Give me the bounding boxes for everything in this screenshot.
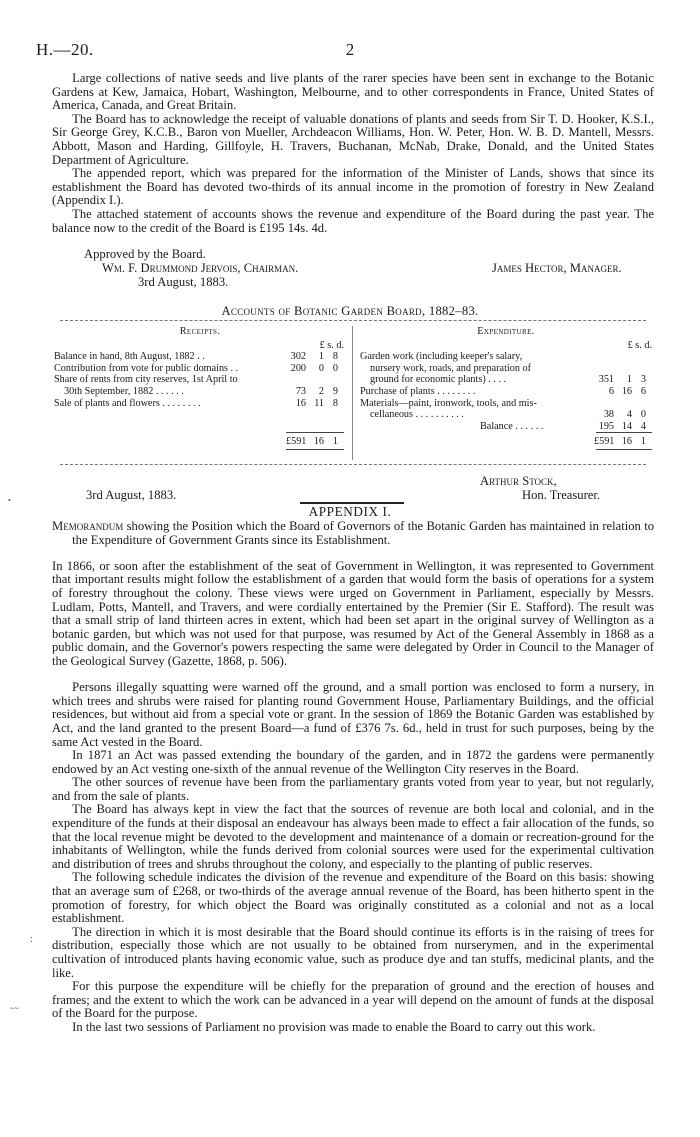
currency-header: £ s. d. — [627, 339, 652, 351]
receipts-pence: 8 — [332, 397, 338, 409]
expenditure-description: ground for economic plants) . . . . — [370, 374, 507, 386]
receipts-total-shillings: 16 — [313, 436, 324, 447]
appendix-paragraph: The following schedule indicates the division of the revenue and expenditure of the Board on this basis: showing that an average sum of £268, or two-thirds of the average annual revenue of the Board, has been hitherto spent in the promotion of forestry, for which object the Board was originally constituted as a colonial and not as a local establishment. — [52, 870, 654, 926]
expenditure-pence: 4 — [640, 420, 646, 432]
expenditure-shillings: 16 — [621, 385, 632, 397]
appendix-paragraph: In the last two sessions of Parliament no provision was made to enable the Board to carry out this work. — [72, 1019, 596, 1034]
memorandum-text: showing the Position which the Board of Governors of the Botanic Garden has maintained in relation to the Expenditure of Government Grants since its Establishment. — [72, 519, 655, 547]
receipts-shillings: 0 — [318, 362, 324, 374]
receipts-row — [54, 374, 346, 386]
accounts-table — [54, 326, 652, 460]
receipts-pence: 0 — [332, 362, 338, 374]
margin-mark: ~~ — [10, 1004, 19, 1013]
expenditure-description: Balance . . . . . . — [480, 420, 544, 432]
accounts-date: 3rd August, 1883. — [86, 488, 177, 502]
accounts-bottom-rule — [60, 464, 646, 465]
expenditure-pence: 0 — [640, 409, 646, 421]
intro-section — [52, 72, 654, 235]
accounts-top-rule — [60, 320, 646, 321]
memorandum-heading — [52, 520, 654, 547]
appendix-paragraph: The Board has always kept in view the fact that the sources of revenue are both local and colonial, and in the expenditure of the funds at their disposal an endeavour has always been made to effect a fair allocation of the funds, so that the local revenue might be devoted to the development and maintenance of a domain or recreation-ground for the inhabitants of Wellington, while the funds derived from colonial sources were used for the experimental cultivation and distribution of trees and shrubs throughout the colony, and especially to the planting of public reserves. — [52, 802, 654, 871]
memorandum-lead: Memorandum — [52, 519, 124, 533]
receipts-column — [54, 326, 346, 447]
expenditure-total-pence: 1 — [640, 436, 646, 447]
expenditure-description: Garden work (including keeper's salary, — [360, 351, 523, 363]
receipts-pounds: 73 — [295, 385, 306, 397]
appendix-paragraph: Persons illegally squatting were warned off the ground, and a small portion was enclosed to form a nursery, in which trees and shrubs were raised for planting round Government House, Parliamentary Buildings, and the official residences, but without aid from a special vote or grant. In the session of 1869 the Botanic Garden was established by Act, and the land granted to the present Board—a fund of £376 7s. 6d., held in trust for such purposes, being by the same Act vested in the Board. — [52, 680, 654, 749]
receipts-sum-line — [286, 432, 344, 433]
receipts-shillings: 11 — [314, 397, 324, 409]
receipts-description: Share of rents from city reserves, 1st April to — [54, 374, 238, 386]
expenditure-total-shillings: 16 — [621, 436, 632, 447]
approval-line: Approved by the Board. — [84, 247, 206, 261]
chairman-signature: Wm. F. Drummond Jervois, Chairman. — [102, 261, 299, 275]
receipts-pence: 9 — [332, 385, 338, 397]
receipts-total-row — [54, 436, 346, 448]
column-divider — [352, 326, 353, 460]
appendix-paragraph: In 1866, or soon after the establishment of the seat of Government in Wellington, it was represented to Government that important results might follow the establishment of a garden that would form the basis of operations for a system of forestry throughout the colony. These views were urged on Government in Parliament, especially by Messrs. Ludlam, Potts, Mantell, and Travers, and were cordially entertained by the Premier (Sir E. Stafford). The result was that a small strip of land thirteen acres in extent, which had been set apart in the original survey of Wellington as a botanic garden, but which was not used for that purpose, was resumed by Act of the General Assembly in 1868 as a public domain, and the Governor's powers respecting the same were delegated by Order in Council to the Manager of the Geological Survey (Gazette, 1868, p. 506). — [52, 558, 654, 668]
intro-paragraph: Large collections of native seeds and live plants of the rarer species have been sent in exchange to the Botanic Gardens at Kew, Jamaica, Hobart, Washington, Melbourne, and to other correspondents in France, United States of America, Canada, and Great Britain. — [52, 71, 654, 113]
appendix-paragraph: For this purpose the expenditure will be chiefly for the preparation of ground and the erection of houses and frames; and the extent to which the work can be advanced in a year will depend on the amount of funds at the disposal of the Board for the purpose. — [52, 979, 654, 1021]
expenditure-heading: Expenditure. — [477, 326, 535, 337]
appendix-paragraph: In 1871 an Act was passed extending the boundary of the garden, and in 1872 the gardens were permanently endowed by an Act vesting one-sixth of the annual revenue of the Wellington City reserves in the Board. — [52, 748, 654, 776]
expenditure-shillings: 14 — [621, 420, 632, 432]
intro-paragraph: The Board has to acknowledge the receipt of valuable donations of plants and seeds from Sir T. D. Hooker, K.S.I., Sir George Grey, K.C.B., Baron von Mueller, Archdeacon Williams, Hon. W. Peter, Hon. W. B. D. Mantell, Messrs. Abbott, Mason and Harding, Gillfoyle, H. Travers, Buchanan, McNab, Drake, Donald, and the United States Department of Agriculture. — [52, 111, 654, 167]
receipts-heading: Receipts. — [179, 326, 221, 337]
receipts-pounds: 302 — [290, 351, 306, 363]
receipts-row — [54, 398, 346, 410]
treasurer-title: Hon. Treasurer. — [522, 488, 601, 502]
receipts-row — [54, 386, 346, 398]
receipts-total-underline — [286, 449, 344, 450]
expenditure-row — [360, 363, 652, 375]
receipts-row — [54, 363, 346, 375]
receipts-pounds: 16 — [295, 397, 306, 409]
expenditure-pounds: 6 — [608, 385, 614, 397]
expenditure-row — [360, 421, 652, 433]
expenditure-pounds: 351 — [598, 374, 614, 386]
receipts-description: Sale of plants and flowers . . . . . . . . — [54, 397, 201, 409]
intro-paragraph: The attached statement of accounts shows the revenue and expenditure of the Board during the past year. The balance now to the credit of the Board is £195 14s. 4d. — [52, 206, 654, 235]
treasurer-name: Arthur Stock, — [480, 474, 557, 488]
appendix-paragraph: The other sources of revenue have been from the parliamentary grants voted from year to year, but not regularly, and from the sale of plants. — [52, 775, 654, 803]
expenditure-row — [360, 398, 652, 410]
currency-header: £ s. d. — [319, 339, 344, 351]
expenditure-description: Purchase of plants . . . . . . . . — [360, 385, 476, 397]
expenditure-description: cellaneous . . . . . . . . . . — [370, 409, 464, 421]
margin-mark: : — [30, 934, 33, 945]
expenditure-row — [360, 386, 652, 398]
receipts-pence: 8 — [332, 351, 338, 363]
appendix-title: APPENDIX I. — [308, 504, 392, 519]
expenditure-pounds: 195 — [598, 420, 614, 432]
treasurer-signature — [480, 474, 600, 502]
manager-signature: James Hector, Manager. — [492, 261, 622, 275]
receipts-total-pounds: £591 — [286, 436, 307, 447]
expenditure-pence: 6 — [640, 385, 646, 397]
expenditure-total-pounds: £591 — [594, 436, 615, 447]
expenditure-pence: 3 — [640, 374, 646, 386]
appendix-body — [52, 520, 654, 1035]
page-header — [36, 40, 664, 62]
expenditure-shillings: 1 — [626, 374, 632, 386]
page-number: 2 — [345, 40, 355, 59]
expenditure-row — [360, 409, 652, 421]
receipts-description: Contribution from vote for public domains . . — [54, 362, 239, 374]
expenditure-sum-line — [596, 432, 652, 433]
expenditure-pounds: 38 — [603, 409, 614, 421]
expenditure-row — [360, 374, 652, 386]
expenditure-row — [360, 351, 652, 363]
receipts-description: 30th September, 1882 . . . . . . — [64, 385, 184, 397]
receipts-shillings: 2 — [318, 385, 324, 397]
receipts-pounds: 200 — [290, 362, 306, 374]
receipts-shillings: 1 — [318, 351, 324, 363]
expenditure-column — [360, 326, 652, 447]
document-reference: H.—20. — [36, 40, 94, 59]
accounts-title: Accounts of Botanic Garden Board, 1882–83. — [221, 304, 479, 318]
receipts-description: Balance in hand, 8th August, 1882 . . — [54, 351, 205, 363]
approval-date: 3rd August, 1883. — [138, 275, 229, 289]
intro-paragraph: The appended report, which was prepared for the information of the Minister of Lands, shows that since its establishment the Board has devoted two-thirds of its annual income in the promotion of forestry in New Zealand (Appendix I.). — [52, 166, 654, 208]
appendix-paragraph: The direction in which it is most desirable that the Board should continue its efforts is in the raising of trees for distribution, especially those which are not usually to be obtained from nurserymen, and in the experimental cultivation of introduced plants having economic value, such as produce dye and tan stuffs, medicinal plants, and the like. — [52, 924, 654, 980]
receipts-row — [54, 351, 346, 363]
approval-block — [84, 247, 644, 289]
expenditure-shillings: 4 — [626, 409, 632, 421]
receipts-total-pence: 1 — [332, 436, 338, 447]
expenditure-description: Materials—paint, ironwork, tools, and mis- — [360, 397, 537, 409]
expenditure-total-underline — [596, 449, 652, 450]
expenditure-description: nursery work, roads, and preparation of — [370, 362, 531, 374]
expenditure-total-row — [360, 436, 652, 448]
margin-dot: • — [8, 496, 11, 505]
